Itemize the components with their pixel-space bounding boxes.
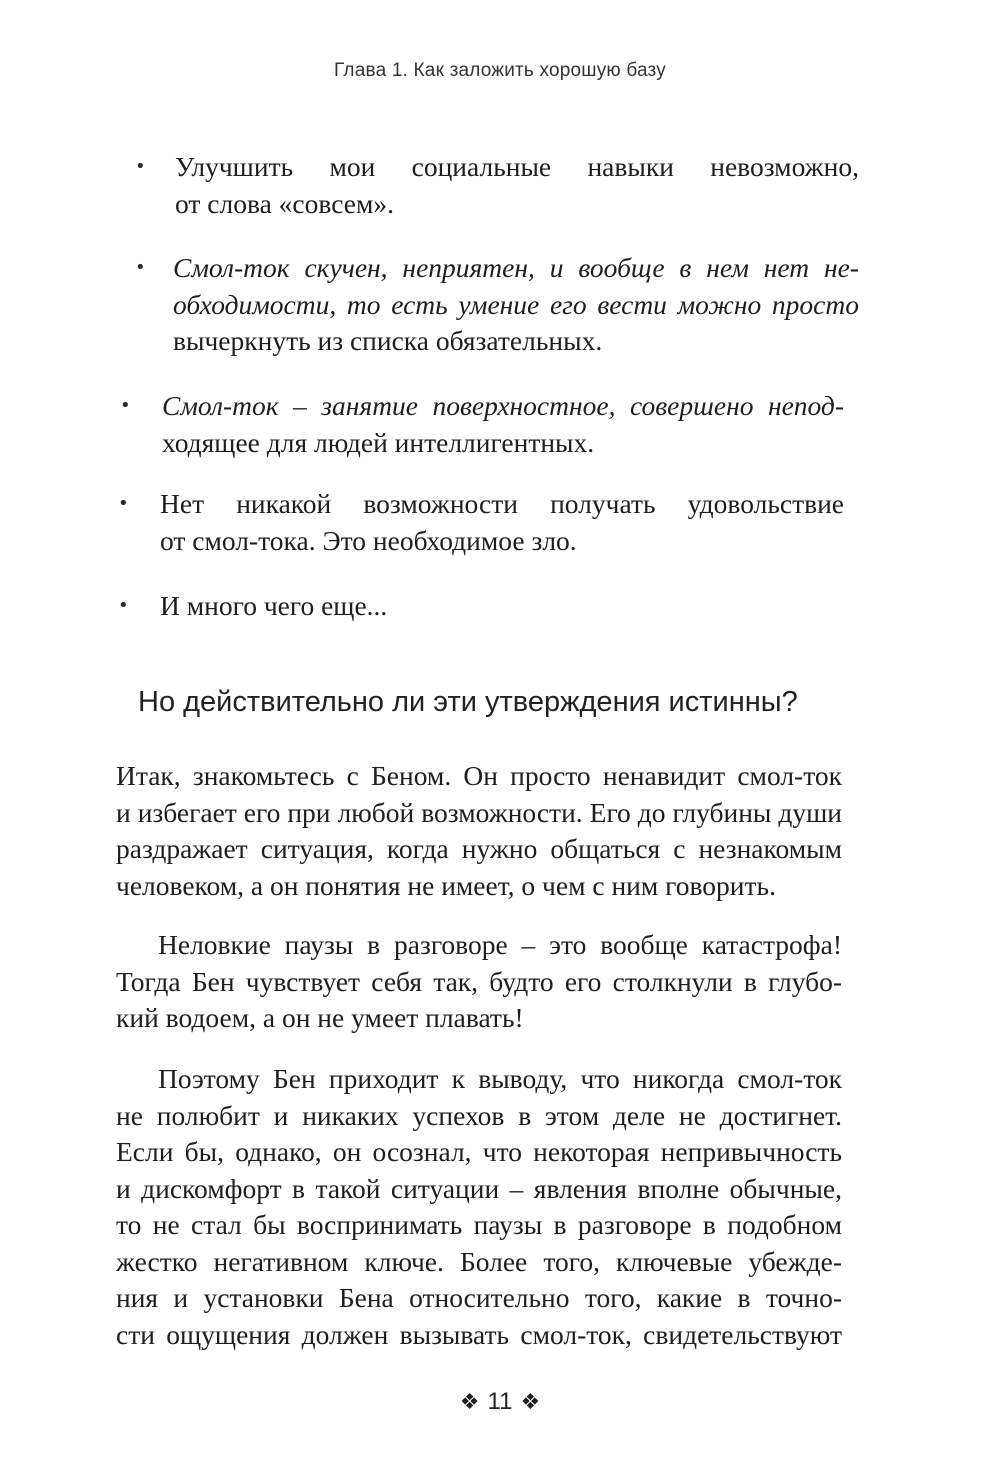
ornament-right-icon: ❖ <box>520 1390 541 1415</box>
paragraph-1 <box>116 758 842 904</box>
bullet-icon: • <box>118 493 129 514</box>
text-line: не полюбит и никаких успехов в этом деле не достигнет. <box>116 1099 842 1131</box>
text-line: И много чего еще... <box>160 590 388 621</box>
text-line: и избегает его при любой возможности. Его до глубины души <box>116 796 842 828</box>
paragraph-3 <box>116 1061 842 1353</box>
ornament-left-icon: ❖ <box>459 1390 480 1415</box>
section-subheading: Но действительно ли эти утверждения истинны? <box>138 686 798 718</box>
text-line: Если бы, однако, он осознал, что некоторая непривычность <box>116 1136 842 1167</box>
text-line: то не стал бы воспринимать паузы в разговоре в подобном <box>116 1209 842 1240</box>
text-line: жестко негативном ключе. Более того, ключевые убежде- <box>116 1245 842 1277</box>
bullet-icon: • <box>135 257 146 278</box>
page-number: 11 <box>487 1388 513 1415</box>
text-line: от слова «совсем». <box>175 187 394 219</box>
text-line: Улучшить мои социальные навыки невозможно, <box>175 151 859 182</box>
text-line: от смол-тока. Это необходимое зло. <box>160 524 577 556</box>
text-line: обходимости, то есть умение его вести можно просто <box>173 288 859 320</box>
text-line: и дискомфорт в такой ситуации – явления вполне обычные, <box>116 1172 842 1204</box>
text-line: сти ощущения должен вызывать смол-ток, свидетельствуют <box>116 1318 842 1350</box>
text-line: Итак, знакомьтесь с Беном. Он просто ненавидит смол-ток <box>116 760 842 791</box>
text-line: кий водоем, а он не умеет плавать! <box>116 1002 524 1033</box>
text-line: Смол-ток – занятие поверхностное, совершено непод- <box>162 390 844 421</box>
text-line: ния и установки Бена относительно того, какие в точно- <box>116 1282 842 1313</box>
bullet-icon: • <box>118 595 129 616</box>
page-footer <box>0 1388 1000 1416</box>
text-line: Неловкие паузы в разговоре – это вообще катастрофа! <box>158 929 842 960</box>
text-line: раздражает ситуация, когда нужно общаться с незнакомым <box>116 833 842 864</box>
text-line: вычеркнуть из списка обязательных. <box>173 325 603 356</box>
bullet-icon: • <box>135 156 146 177</box>
bullet-icon: • <box>120 395 131 416</box>
paragraph-2 <box>116 927 842 1037</box>
text-line: Поэтому Бен приходит к выводу, что никогда смол-ток <box>158 1063 842 1094</box>
text-line: Смол-ток скучен, неприятен, и вообще в нем нет не- <box>173 252 859 283</box>
text-line: ходящее для людей интеллигентных. <box>162 426 595 458</box>
text-line: человеком, а он понятия не имеет, о чем с ним говорить. <box>116 869 776 901</box>
text-line: Тогда Бен чувствует себя так, будто его столкнули в глубо- <box>116 965 842 997</box>
text-line: Нет никакой возможности получать удовольствие <box>160 488 844 519</box>
running-head: Глава 1. Как заложить хорошую базу <box>334 60 666 81</box>
